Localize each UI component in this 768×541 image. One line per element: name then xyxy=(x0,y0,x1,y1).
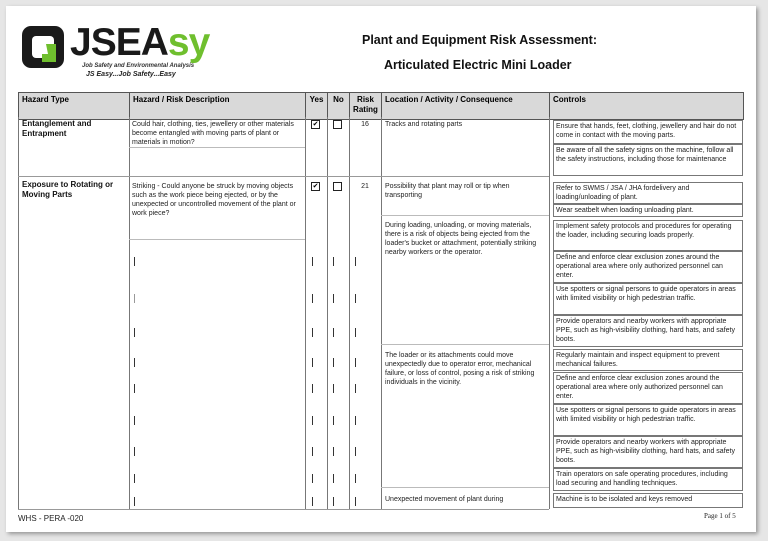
control-item: Provide operators and nearby workers with appropriate PPE, such as high-visibility clothing, hard hats, and safety boots. xyxy=(553,436,743,468)
empty-cell-mark xyxy=(333,474,334,483)
col-hazard-type: Hazard Type xyxy=(19,93,130,120)
col-description: Hazard / Risk Description xyxy=(130,93,306,120)
col-yes: Yes xyxy=(306,93,328,120)
empty-cell-mark xyxy=(134,447,135,456)
control-item: Regularly maintain and inspect equipment to prevent mechanical failures. xyxy=(553,349,743,371)
empty-cell-mark xyxy=(134,257,135,266)
logo-word-green: sy xyxy=(167,21,210,64)
document-subtitle: Articulated Electric Mini Loader xyxy=(384,58,572,72)
empty-cell-mark xyxy=(355,294,356,303)
logo-wordmark xyxy=(70,20,209,66)
control-item: Machine is to be isolated and keys removed xyxy=(553,493,743,508)
location-consequence: Unexpected movement of plant during xyxy=(385,496,504,503)
location-consequence: During loading, unloading, or moving materials, there is a risk of objects being ejected from the loader's bucket or attachment, potentially striking nearby workers or the operator. xyxy=(385,222,537,256)
empty-cell-mark xyxy=(355,474,356,483)
hazard-type-entanglement: Entanglement and Entrapment xyxy=(22,119,92,138)
empty-cell-mark xyxy=(355,384,356,393)
row-separator xyxy=(381,344,549,345)
empty-cell-mark xyxy=(312,474,313,483)
empty-cell-mark xyxy=(312,384,313,393)
logo-word-dark: JSEA xyxy=(70,21,168,64)
empty-cell-mark xyxy=(355,358,356,367)
col-controls: Controls xyxy=(550,93,744,120)
empty-cell-mark xyxy=(134,294,135,303)
location-consequence: Possibility that plant may roll or tip when transporting xyxy=(385,183,510,199)
company-logo xyxy=(20,20,220,84)
hazard-description: Could hair, clothing, ties, jewellery or other materials become entangled with moving parts of plant or materials in motion? xyxy=(132,121,294,146)
yes-checkbox[interactable]: ✔ xyxy=(312,183,319,190)
row-separator xyxy=(18,176,549,177)
row-separator xyxy=(129,147,305,148)
control-item: Use spotters or signal persons to guide operators in areas with limited visibility or high pedestrian traffic. xyxy=(553,404,743,436)
location-consequence: Tracks and rotating parts xyxy=(385,121,463,128)
empty-cell-mark xyxy=(134,358,135,367)
empty-cell-mark xyxy=(333,416,334,425)
empty-cell-mark xyxy=(312,497,313,506)
empty-cell-mark xyxy=(134,384,135,393)
empty-cell-mark xyxy=(312,257,313,266)
empty-cell-mark xyxy=(355,497,356,506)
empty-cell-mark xyxy=(355,328,356,337)
hazard-type-exposure: Exposure to Rotating or Moving Parts xyxy=(22,180,114,199)
empty-cell-mark xyxy=(333,384,334,393)
empty-cell-mark xyxy=(333,257,334,266)
col-location: Location / Activity / Consequence xyxy=(382,93,550,120)
row-separator xyxy=(381,215,549,216)
control-item: Be aware of all the safety signs on the machine, follow all the safety instructions, including those for maintenance xyxy=(553,144,743,176)
logo-slogan: JS Easy...Job Safety...Easy xyxy=(86,71,176,78)
empty-cell-mark xyxy=(312,358,313,367)
control-item: Wear seatbelt when loading unloading plant. xyxy=(553,204,743,217)
no-checkbox[interactable] xyxy=(333,120,342,129)
empty-cell-mark xyxy=(312,328,313,337)
empty-cell-mark xyxy=(312,447,313,456)
risk-table xyxy=(18,92,744,120)
control-item: Refer to SWMS / JSA / JHA fordelivery and loading/unloading of plant. xyxy=(553,182,743,204)
no-checkbox[interactable] xyxy=(333,182,342,191)
hazard-description: Striking - Could anyone be struck by moving objects such as the work piece being ejected, or by the unexpected or uncontrolled movement of the plant or work piece? xyxy=(132,183,296,217)
row-separator xyxy=(18,509,549,510)
empty-cell-mark xyxy=(134,474,135,483)
empty-cell-mark xyxy=(333,447,334,456)
document-code: WHS - PERA -020 xyxy=(18,514,84,523)
empty-cell-mark xyxy=(134,497,135,506)
control-item: Define and enforce clear exclusion zones around the operational area where only authorized personnel can enter. xyxy=(553,372,743,404)
empty-cell-mark xyxy=(134,416,135,425)
yes-checkbox[interactable]: ✔ xyxy=(312,121,319,128)
logo-tagline: Job Safety and Environmental Analysis xyxy=(82,63,195,69)
grid-line xyxy=(549,117,550,509)
control-item: Use spotters or signal persons to guide operators in areas with limited visibility or high pedestrian traffic. xyxy=(553,283,743,315)
empty-cell-mark xyxy=(312,416,313,425)
row-separator xyxy=(381,487,549,488)
col-no: No xyxy=(328,93,350,120)
empty-cell-mark xyxy=(355,447,356,456)
control-item: Define and enforce clear exclusion zones around the operational area where only authorized personnel can enter. xyxy=(553,251,743,283)
risk-rating: 16 xyxy=(361,121,369,128)
empty-cell-mark xyxy=(333,328,334,337)
empty-cell-mark xyxy=(134,328,135,337)
table-header-row xyxy=(19,93,744,120)
logo-mark-icon xyxy=(20,24,66,70)
control-item: Ensure that hands, feet, clothing, jewellery and hair do not come in contact with the moving parts. xyxy=(553,120,743,144)
location-consequence: The loader or its attachments could move unexpectedly due to operator error, mechanical failure, or loss of control, posing a risk of striking individuals in the vicinity. xyxy=(385,352,535,386)
empty-cell-mark xyxy=(333,294,334,303)
empty-cell-mark xyxy=(333,497,334,506)
empty-cell-mark xyxy=(333,358,334,367)
document-page xyxy=(6,6,756,532)
document-title: Plant and Equipment Risk Assessment: xyxy=(362,33,598,47)
control-item: Provide operators and nearby workers with appropriate PPE, such as high-visibility clothing, hard hats, and safety boots. xyxy=(553,315,743,347)
page-number: Page 1 of 5 xyxy=(704,512,736,520)
empty-cell-mark xyxy=(312,294,313,303)
empty-cell-mark xyxy=(355,416,356,425)
col-risk-rating: Risk Rating xyxy=(350,93,382,120)
row-separator xyxy=(129,239,305,240)
control-item: Implement safety protocols and procedures for operating the loader, including securing loads properly. xyxy=(553,220,743,251)
empty-cell-mark xyxy=(355,257,356,266)
risk-rating: 21 xyxy=(361,183,369,190)
control-item: Train operators on safe operating procedures, including load securing and handling techniques. xyxy=(553,468,743,491)
